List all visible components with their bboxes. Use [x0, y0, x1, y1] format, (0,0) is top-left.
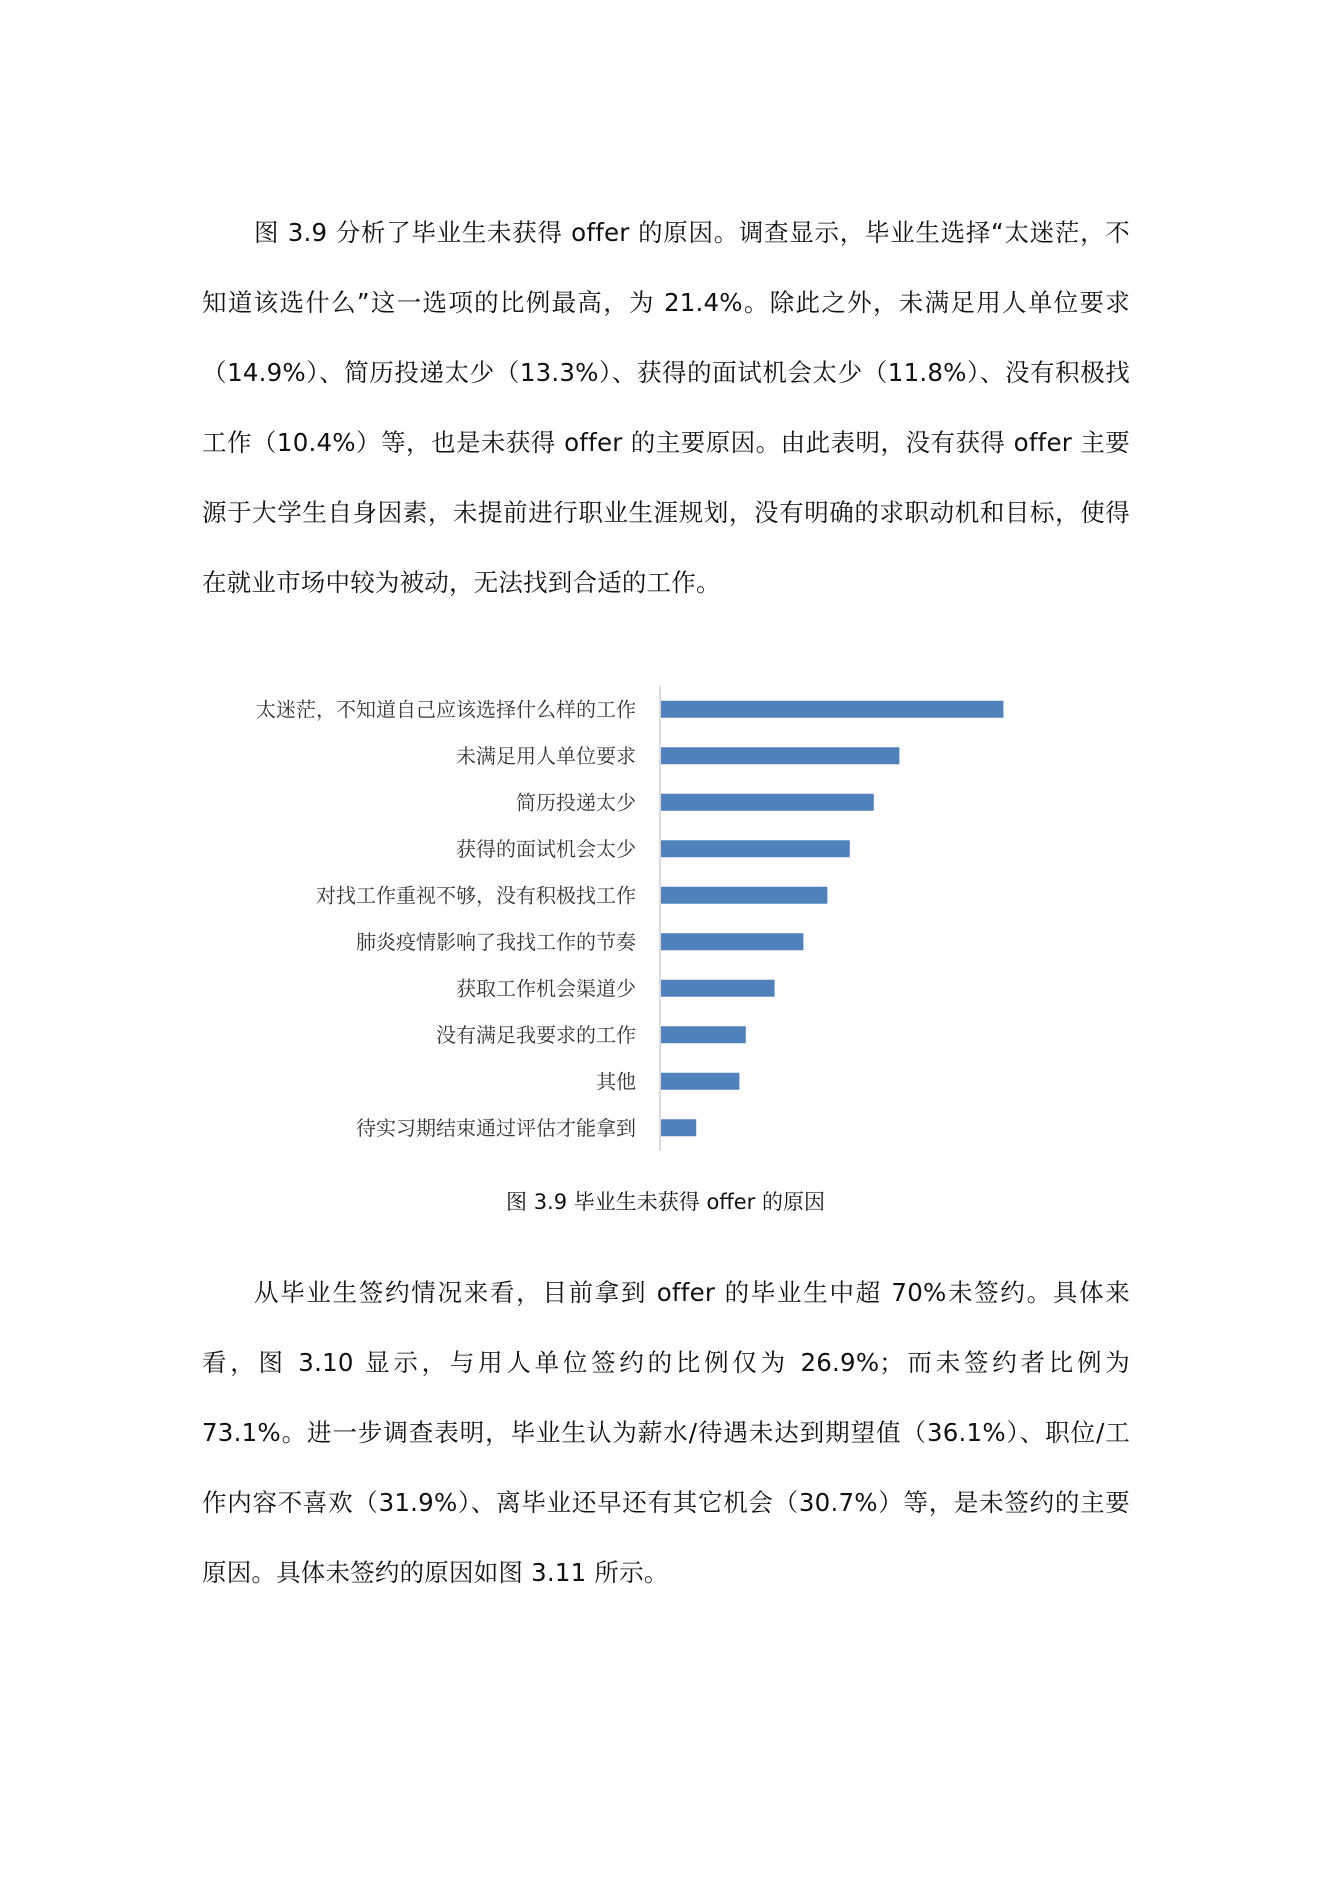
figure-caption: 图 3.9 毕业生未获得 offer 的原因	[506, 1190, 825, 1214]
category-label: 没有满足我要求的工作	[436, 1022, 636, 1047]
bar	[661, 887, 827, 904]
bar	[661, 933, 803, 950]
bar	[661, 747, 899, 764]
category-label: 简历投递太少	[516, 790, 636, 815]
paragraph-intro: 图 3.9 分析了毕业生未获得 offer 的原因。调查显示，毕业生选择“太迷茫，不知道该选什么”这一选项的比例最高，为 21.4%。除此之外，未满足用人单位要求（14.9%）、简历投递太少（13.3%）、获得的面试机会太少（11.8%）、没有积极找工作（10.4%）等，也是未获得 offer 的主要原因。由此表明，没有获得 offer 主要源于大学生自身因素，未提前进行职业生涯规划，没有明确的求职动机和目标，使得在就业市场中较为被动，无法找到合适的工作。	[202, 218, 1130, 597]
bar	[661, 1073, 739, 1090]
category-label: 太迷茫，不知道自己应该选择什么样的工作	[256, 697, 636, 722]
category-label: 肺炎疫情影响了我找工作的节奏	[356, 929, 636, 954]
category-label: 获得的面试机会太少	[456, 836, 636, 861]
bar	[661, 701, 1003, 718]
bar-chart	[200, 686, 1100, 1156]
category-label: 其他	[596, 1069, 636, 1094]
category-label: 对找工作重视不够，没有积极找工作	[316, 883, 636, 908]
paragraph-signing: 从毕业生签约情况来看，目前拿到 offer 的毕业生中超 70%未签约。具体来看，图 3.10 显示，与用人单位签约的比例仅为 26.9%；而未签约者比例为 73.1%。进一步调查表明，毕业生认为薪水/待遇未达到期望值（36.1%）、职位/工作内容不喜欢（31.9%）、离毕业还早还有其它机会（30.7%）等，是未签约的主要原因。具体未签约的原因如图 3.11 所示。	[202, 1278, 1130, 1587]
bar	[661, 1026, 746, 1043]
bar	[661, 840, 850, 857]
category-label: 未满足用人单位要求	[456, 743, 636, 768]
bar-chart-svg	[200, 686, 1100, 1156]
bar	[661, 980, 775, 997]
bar	[661, 794, 874, 811]
category-label: 获取工作机会渠道少	[456, 976, 636, 1001]
bar	[661, 1119, 696, 1136]
category-label: 待实习期结束通过评估才能拿到	[356, 1115, 636, 1140]
